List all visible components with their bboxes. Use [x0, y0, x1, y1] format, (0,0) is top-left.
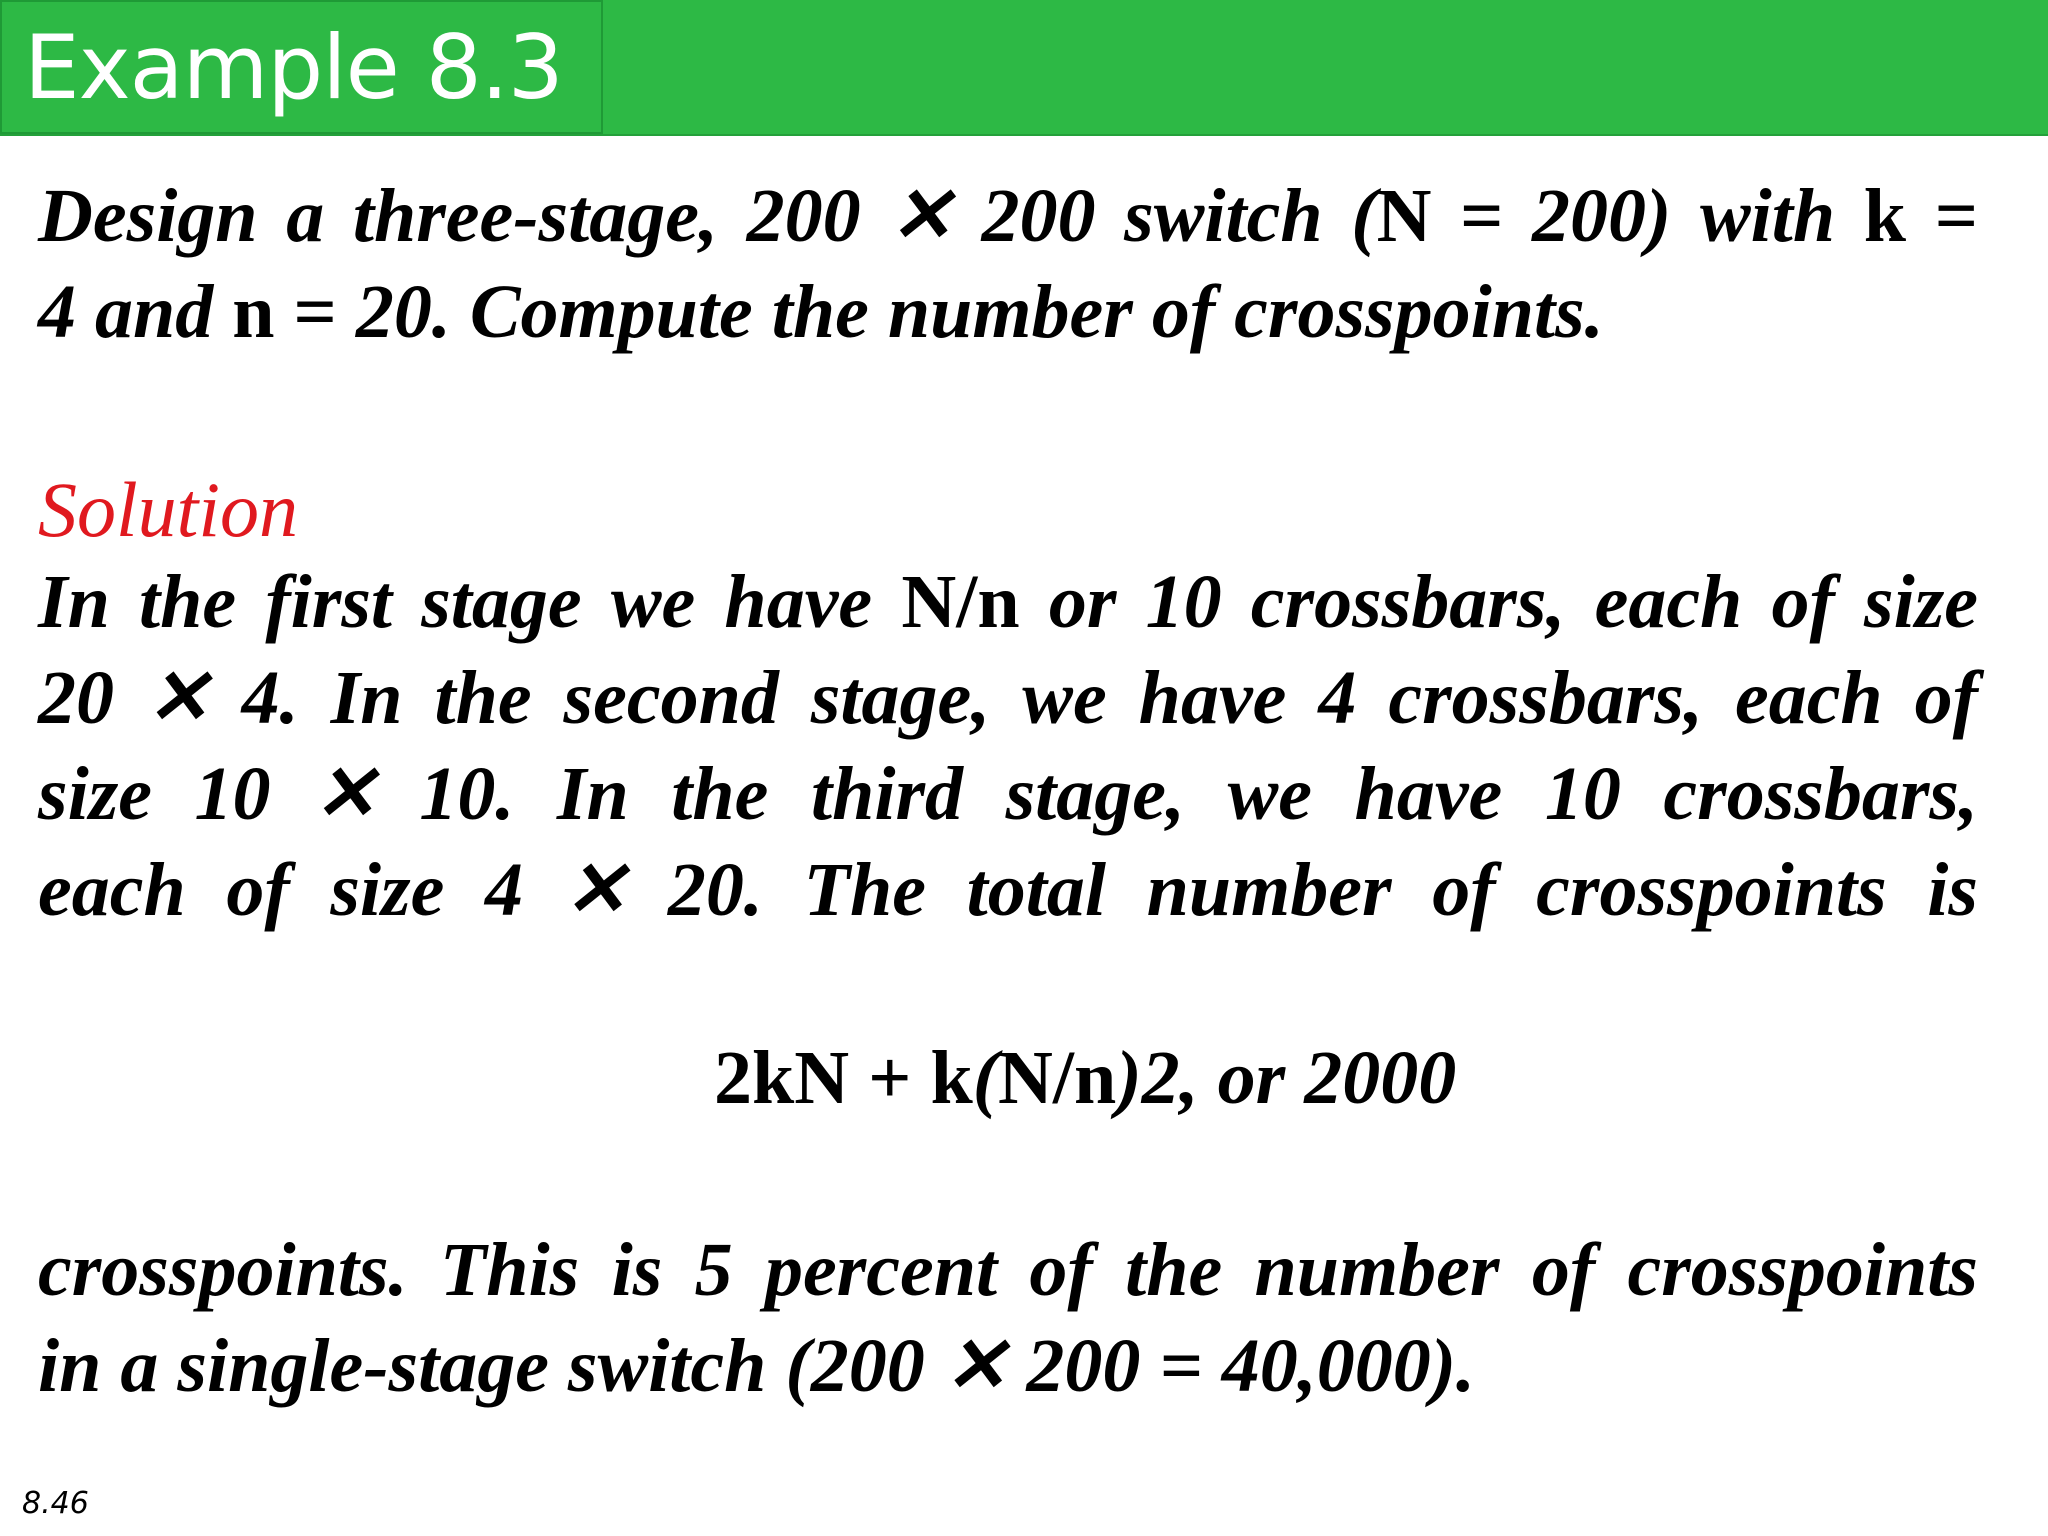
solution-line-2: 20 ✕ 4. In the second stage, we have 4 crossbars, each of	[38, 656, 1978, 740]
title-bar	[0, 0, 2048, 136]
conclusion	[38, 1222, 1978, 1414]
problem-text: 20. Compute the number of crosspoints.	[355, 270, 1604, 354]
solution-line-4: each of size 4 ✕ 20. The total number of crosspoints is	[38, 848, 1978, 932]
crosspoint-formula	[714, 1030, 1456, 1126]
conclusion-line-2: in a single-stage switch (200 ✕ 200 = 40,000).	[38, 1324, 1476, 1408]
formula-part: )2, or 2000	[1116, 1036, 1457, 1120]
problem-text: 200) with	[1532, 174, 1864, 258]
problem-var-n-cap: N =	[1376, 174, 1533, 258]
problem-text: Design a three-stage, 200 ✕ 200 switch (	[38, 174, 1377, 258]
page-number: 8.46	[22, 1486, 89, 1521]
formula-part: N/n	[998, 1036, 1117, 1120]
solution-heading: Solution	[38, 466, 299, 553]
solution-text: In the first stage we have	[38, 560, 902, 644]
problem-statement	[38, 168, 1978, 360]
problem-text: 4 and	[38, 270, 233, 354]
solution-text: or 10 crossbars, each of size	[1019, 560, 1978, 644]
problem-var-k: k =	[1863, 174, 1978, 258]
problem-line-1	[38, 168, 1978, 264]
solution-line-3: size 10 ✕ 10. In the third stage, we have 10 crossbars,	[38, 752, 1978, 836]
formula-part: (	[972, 1036, 999, 1120]
solution-var-ratio: N/n	[901, 560, 1020, 644]
solution-body	[38, 554, 1978, 938]
problem-var-n: n =	[232, 270, 356, 354]
title-box	[0, 0, 603, 134]
problem-line-2	[38, 264, 1978, 360]
conclusion-line-1: crosspoints. This is 5 percent of the number of crosspoints	[38, 1228, 1978, 1312]
solution-line-1	[38, 554, 1978, 650]
slide-title: Example 8.3	[24, 16, 563, 119]
formula-part: 2kN + k	[714, 1036, 973, 1120]
